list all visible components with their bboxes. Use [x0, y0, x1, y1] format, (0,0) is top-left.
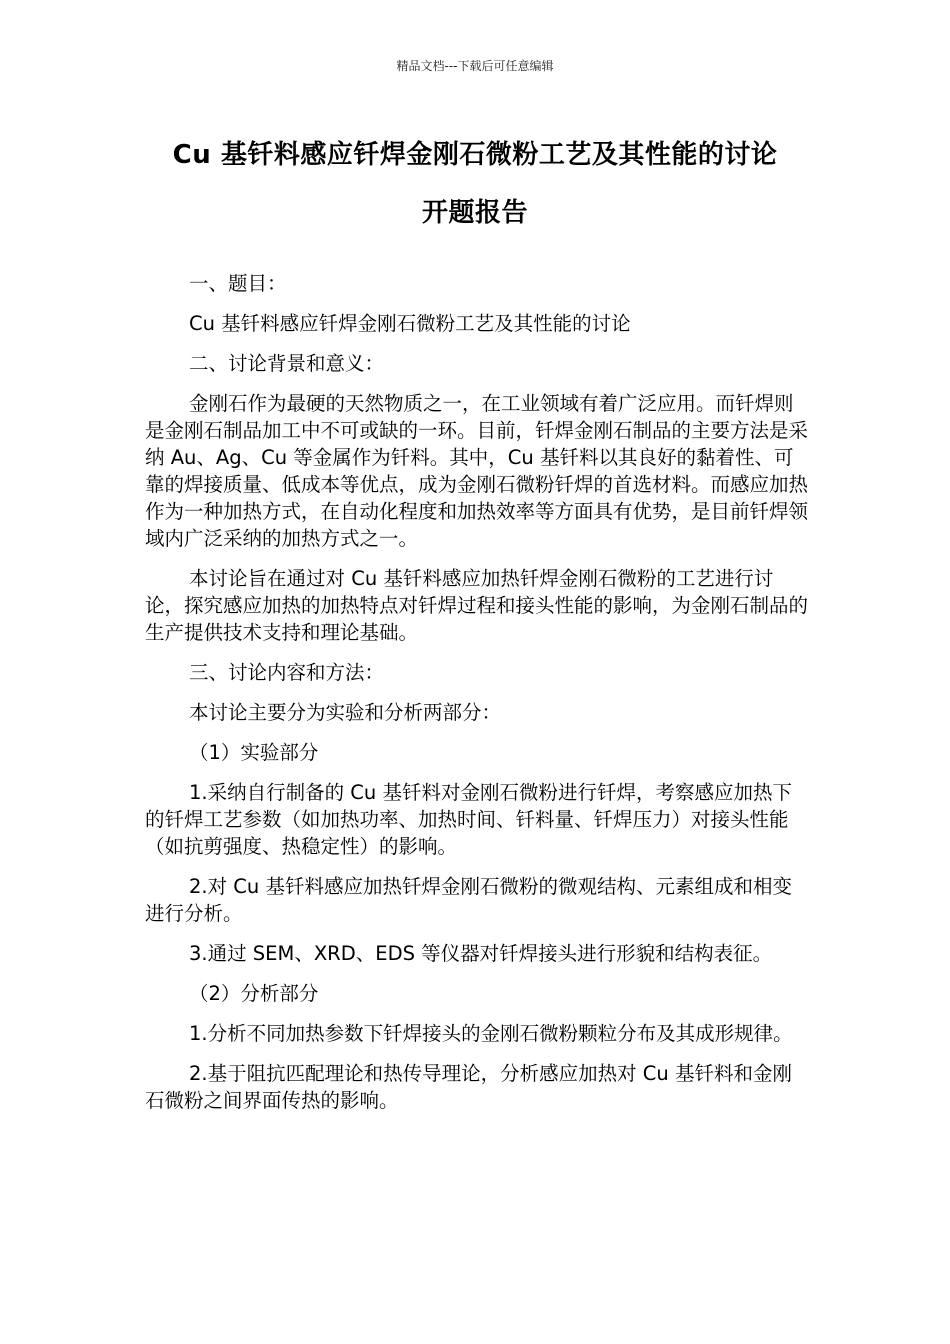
page-header: 精品文档---下载后可任意编辑: [396, 59, 554, 73]
analysis-item-1: 1.分析不同加热参数下钎焊接头的金刚石微粉颗粒分布及其成形规律。: [189, 1022, 793, 1045]
methods-intro: 本讨论主要分为实验和分析两部分：: [189, 701, 502, 724]
section-heading-content-methods: 三、讨论内容和方法：: [189, 661, 385, 684]
document-title-line-2: 开题报告: [421, 198, 528, 228]
experiment-item-2: 2.对 Cu 基钎料感应加热钎焊金刚石微粉的微观结构、元素组成和相变进行分析。: [145, 875, 792, 925]
background-paragraph-1: 金刚石作为最硬的天然物质之一，在工业领域有着广泛应用。而钎焊则是金刚石制品加工中不可或缺的一环。目前，钎焊金刚石制品的主要方法是采纳 Au、Ag、Cu 等金属作为钎料。其中，Cu 基钎料以其良好的黏着性、可靠的焊接质量、低成本等优点，成为金刚石微粉钎焊的首选材料。而感应加热作为一种加热方式，在自动化程度和加热效率等方面具有优势，是目前钎焊领域内广泛采纳的加热方式之一。: [145, 392, 809, 550]
analysis-item-2: 2.基于阻抗匹配理论和热传导理论，分析感应加热对 Cu 基钎料和金刚石微粉之间界面传热的影响。: [145, 1062, 792, 1112]
section-heading-topic: 一、题目：: [189, 272, 287, 295]
document-body: [145, 270, 809, 1127]
background-paragraph-2: 本讨论旨在通过对 Cu 基钎料感应加热钎焊金刚石微粉的工艺进行讨论，探究感应加热的加热特点对钎焊过程和接头性能的影响，为金刚石制品的生产提供技术支持和理论基础。: [145, 567, 809, 644]
subheading-analysis: （2）分析部分: [189, 982, 319, 1005]
section-heading-background: 二、讨论背景和意义：: [189, 352, 385, 375]
topic-text: Cu 基钎料感应钎焊金刚石微粉工艺及其性能的讨论: [189, 312, 631, 335]
document-title-line-1: Cu 基钎料感应钎焊金刚石微粉工艺及其性能的讨论: [172, 140, 778, 170]
experiment-item-3: 3.通过 SEM、XRD、EDS 等仪器对钎焊接头进行形貌和结构表征。: [189, 942, 773, 965]
subheading-experiment: （1）实验部分: [189, 741, 319, 764]
experiment-item-1: 1.采纳自行制备的 Cu 基钎料对金刚石微粉进行钎焊，考察感应加热下的钎焊工艺参数（如加热功率、加热时间、钎料量、钎焊压力）对接头性能（如抗剪强度、热稳定性）的影响。: [145, 781, 792, 858]
